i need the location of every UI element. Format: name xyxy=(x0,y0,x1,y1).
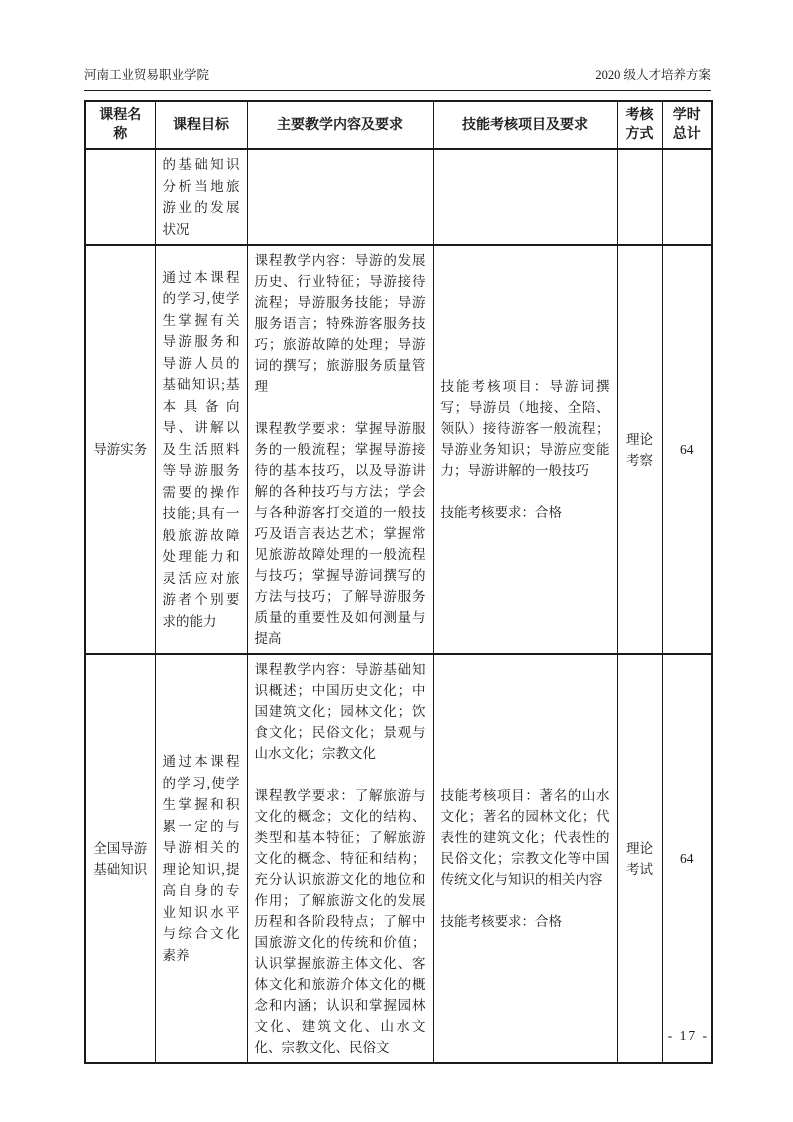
header-plan-title: 2020 级人才培养方案 xyxy=(595,68,711,82)
header-school-name: 河南工业贸易职业学院 xyxy=(84,68,210,82)
col-header-course-name: 课程名称 xyxy=(85,101,155,149)
col-header-total-hours: 学时总计 xyxy=(662,101,712,149)
cell-total-hours: 64 xyxy=(662,654,712,1063)
teaching-content-paragraph: 课程教学内容：导游的发展历史、行业特征；导游接待流程；导游服务技能；导游服务语言；特殊游客服务技巧；旅游故障的处理；导游词的撰写；旅游服务质量管理 xyxy=(254,253,426,394)
cell-course-objective: 的基础知识分析当地旅游业的发展状况 xyxy=(155,149,247,245)
cell-skill-assessment xyxy=(433,654,617,1063)
cell-teaching-content xyxy=(247,654,433,1063)
document-header xyxy=(84,66,711,91)
assessment-requirement-paragraph: 技能考核要求：合格 xyxy=(440,505,562,520)
cell-total-hours: 64 xyxy=(662,245,712,654)
table-row-tour-guide-practice xyxy=(85,245,712,654)
teaching-requirement-paragraph: 课程教学要求：了解旅游与文化的概念；文化的结构、类型和基本特征；了解旅游文化的概念、特征和结构；充分认识旅游文化的地位和作用；了解旅游文化的发展历程和各阶段特点；了解中国旅游文化的传统和价值；认识掌握旅游主体文化、客体文化和旅游介体文化的概念和内涵；认识和掌握园林文化、建筑文化、山水文化、宗教文化、民俗文 xyxy=(254,788,426,1055)
col-header-assessment-method: 考核方式 xyxy=(617,101,662,149)
table-row-national-guide-basics xyxy=(85,654,712,1063)
assessment-items-paragraph: 技能考核项目：著名的山水文化；著名的园林文化；代表性的建筑文化；代表性的民俗文化；宗教文化等中国传统文化与知识的相关内容 xyxy=(440,788,610,887)
cell-assessment-method: 理论考察 xyxy=(617,245,662,654)
cell-assessment-method xyxy=(617,149,662,245)
page-number: - 17 - xyxy=(667,1028,709,1043)
table-row-continuation xyxy=(85,149,712,245)
cell-total-hours xyxy=(662,149,712,245)
cell-skill-assessment xyxy=(433,245,617,654)
assessment-requirement-paragraph: 技能考核要求：合格 xyxy=(440,914,562,929)
cell-course-name xyxy=(85,149,155,245)
course-table xyxy=(84,100,713,1064)
col-header-skill-assessment: 技能考核项目及要求 xyxy=(433,101,617,149)
col-header-teaching-content: 主要教学内容及要求 xyxy=(247,101,433,149)
teaching-requirement-paragraph: 课程教学要求：掌握导游服务的一般流程；掌握导游接待的基本技巧，以及导游讲解的各种技巧与方法；学会与各种游客打交道的一般技巧及语言表达艺术；掌握常见旅游故障处理的一般流程与技巧；掌握导游词撰写的方法与技巧；了解导游服务质量的重要性及如何测量与提高 xyxy=(254,421,426,646)
cell-teaching-content xyxy=(247,245,433,654)
cell-course-name: 导游实务 xyxy=(85,245,155,654)
assessment-items-paragraph: 技能考核项目：导游词撰写；导游员（地接、全陪、领队）接待游客一般流程；导游业务知识；导游应变能力；导游讲解的一般技巧 xyxy=(440,379,610,478)
cell-course-objective: 通过本课程的学习,使学生掌握和积累一定的与导游相关的理论知识,提高自身的专业知识水平与综合文化素养 xyxy=(155,654,247,1063)
cell-course-objective: 通过本课程的学习,使学生掌握有关导游服务和导游人员的基础知识;基本具备向导、讲解以及生活照料等导游服务需要的操作技能;具有一般旅游故障处理能力和灵活应对旅游者个别要求的能力 xyxy=(155,245,247,654)
teaching-content-paragraph: 课程教学内容：导游基础知识概述；中国历史文化；中国建筑文化；园林文化；饮食文化；民俗文化；景观与山水文化；宗教文化 xyxy=(254,662,426,761)
cell-assessment-method: 理论考试 xyxy=(617,654,662,1063)
cell-course-name: 全国导游基础知识 xyxy=(85,654,155,1063)
col-header-course-objective: 课程目标 xyxy=(155,101,247,149)
cell-teaching-content xyxy=(247,149,433,245)
table-header-row xyxy=(85,101,712,149)
cell-skill-assessment xyxy=(433,149,617,245)
